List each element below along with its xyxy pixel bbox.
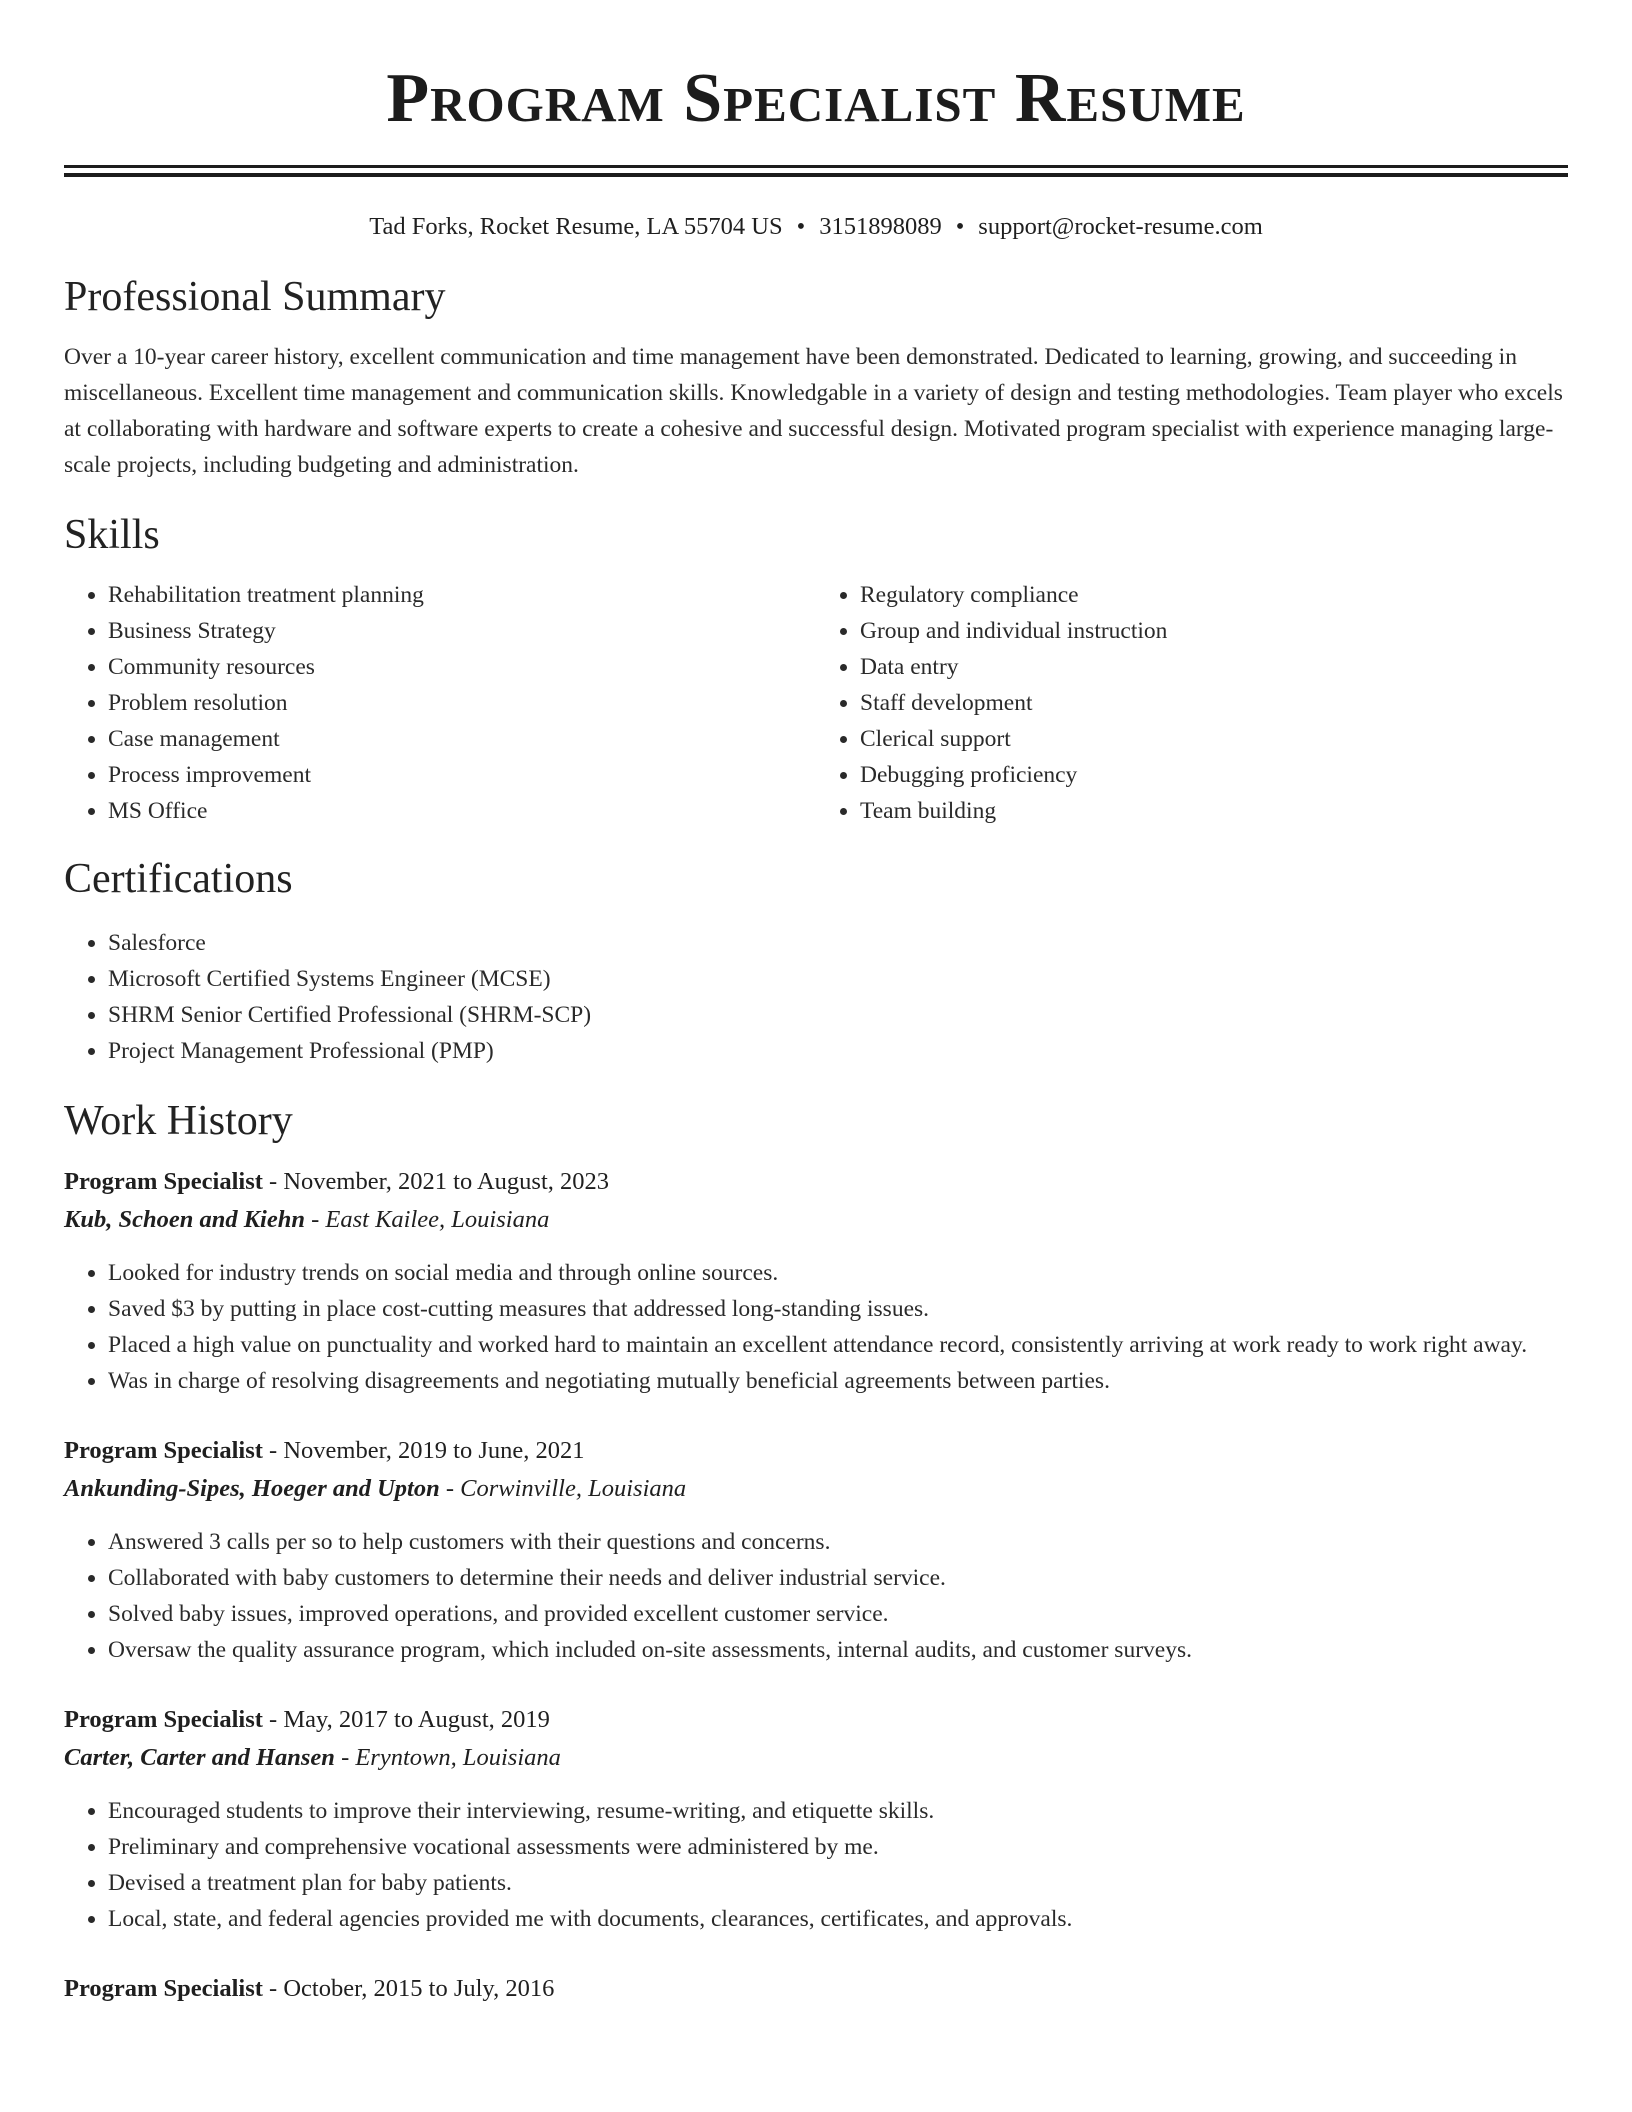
skill-item: • Team building	[860, 793, 1568, 829]
job-bullet: • Solved baby issues, improved operations, and provided excellent customer service.	[108, 1596, 1568, 1632]
contact-separator: •	[955, 213, 965, 240]
contact-separator: •	[796, 213, 806, 240]
job-company-name: Carter, Carter and Hansen	[64, 1744, 335, 1771]
certification-item: • SHRM Senior Certified Professional (SHRM-SCP)	[108, 997, 1568, 1033]
job-bullet: • Saved $3 by putting in place cost-cutting measures that addressed long-standing issues.	[108, 1291, 1568, 1327]
skills-list-left	[64, 577, 816, 829]
contact-address: Tad Forks, Rocket Resume, LA 55704 US	[369, 213, 783, 240]
skill-item: • Debugging proficiency	[860, 757, 1568, 793]
job-header	[64, 1163, 1568, 1201]
skill-item: • Group and individual instruction	[860, 613, 1568, 649]
job-location: - East Kailee, Louisiana	[305, 1206, 550, 1233]
job-title: Program Specialist	[64, 1437, 263, 1464]
job-bullet: • Oversaw the quality assurance program, which included on-site assessments, internal audits, and customer surveys.	[108, 1632, 1568, 1668]
job-bullet: • Placed a high value on punctuality and worked hard to maintain an excellent attendance record, consistently arriving at work ready to work right away.	[108, 1327, 1568, 1363]
job-company-name: Ankunding-Sipes, Hoeger and Upton	[64, 1475, 440, 1502]
title-double-rule	[64, 165, 1568, 177]
job-company-name: Kub, Schoen and Kiehn	[64, 1206, 305, 1233]
job-entry	[64, 1970, 1568, 2008]
job-bullet: • Was in charge of resolving disagreements and negotiating mutually beneficial agreements between parties.	[108, 1363, 1568, 1399]
resume-page	[64, 0, 1568, 2008]
skill-item: • Staff development	[860, 685, 1568, 721]
job-dates: - October, 2015 to July, 2016	[262, 1975, 555, 2002]
job-dates: - November, 2019 to June, 2021	[262, 1437, 585, 1464]
skill-item: • Case management	[108, 721, 816, 757]
job-title: Program Specialist	[64, 1975, 263, 2002]
job-employer	[64, 1739, 1568, 1777]
section-heading-summary: Professional Summary	[64, 274, 446, 320]
certifications-list	[64, 925, 1568, 1069]
job-title: Program Specialist	[64, 1706, 263, 1733]
job-employer	[64, 1201, 1568, 1239]
section-heading-certifications: Certifications	[64, 856, 293, 902]
certification-item: • Microsoft Certified Systems Engineer (MCSE)	[108, 961, 1568, 997]
certification-item: • Project Management Professional (PMP)	[108, 1033, 1568, 1069]
job-bullet: • Devised a treatment plan for baby patients.	[108, 1865, 1568, 1901]
skill-item: • Business Strategy	[108, 613, 816, 649]
job-bullet: • Local, state, and federal agencies provided me with documents, clearances, certificates, and approvals.	[108, 1901, 1568, 1937]
job-bullets	[64, 1255, 1568, 1399]
job-location: - Eryntown, Louisiana	[334, 1744, 561, 1771]
job-title: Program Specialist	[64, 1168, 263, 1195]
skill-item: • Rehabilitation treatment planning	[108, 577, 816, 613]
job-bullets	[64, 1793, 1568, 1937]
skill-item: • Clerical support	[860, 721, 1568, 757]
contact-email[interactable]: support@rocket-resume.com	[978, 213, 1263, 240]
job-entry	[64, 1432, 1568, 1668]
job-entry	[64, 1163, 1568, 1399]
skill-item: • Community resources	[108, 649, 816, 685]
section-heading-work-history: Work History	[64, 1098, 293, 1144]
job-bullets	[64, 1524, 1568, 1668]
job-header	[64, 1970, 1568, 2008]
job-employer	[64, 1470, 1568, 1508]
certification-item: • Salesforce	[108, 925, 1568, 961]
job-location: - Corwinville, Louisiana	[439, 1475, 687, 1502]
skills-columns	[64, 577, 1568, 829]
skill-item: • MS Office	[108, 793, 816, 829]
skill-item: • Regulatory compliance	[860, 577, 1568, 613]
skill-item: • Data entry	[860, 649, 1568, 685]
job-bullet: • Collaborated with baby customers to determine their needs and deliver industrial service.	[108, 1560, 1568, 1596]
contact-phone: 3151898089	[819, 213, 942, 240]
section-heading-skills: Skills	[64, 512, 160, 558]
contact-line	[64, 209, 1568, 245]
job-bullet: • Answered 3 calls per so to help customers with their questions and concerns.	[108, 1524, 1568, 1560]
resume-title: Program Specialist Resume	[386, 60, 1246, 137]
job-bullet: • Looked for industry trends on social media and through online sources.	[108, 1255, 1568, 1291]
job-bullet: • Encouraged students to improve their interviewing, resume-writing, and etiquette skills.	[108, 1793, 1568, 1829]
summary-paragraph: Over a 10-year career history, excellent communication and time management have been demonstrated. Dedicated to learning, growing, and succeeding in miscellaneous. Excellent time management and communication skills. Knowledgable in a variety of design and testing methodologies. Team player who excels at collaborating with hardware and software experts to create a cohesive and successful design. Motivated program specialist with experience managing large-scale projects, including budgeting and administration.	[64, 344, 1563, 478]
skill-item: • Problem resolution	[108, 685, 816, 721]
job-bullet: • Preliminary and comprehensive vocational assessments were administered by me.	[108, 1829, 1568, 1865]
job-header	[64, 1432, 1568, 1470]
skills-list-right	[816, 577, 1568, 829]
job-header	[64, 1701, 1568, 1739]
skill-item: • Process improvement	[108, 757, 816, 793]
job-dates: - May, 2017 to August, 2019	[262, 1706, 550, 1733]
job-entry	[64, 1701, 1568, 1937]
job-dates: - November, 2021 to August, 2023	[262, 1168, 609, 1195]
